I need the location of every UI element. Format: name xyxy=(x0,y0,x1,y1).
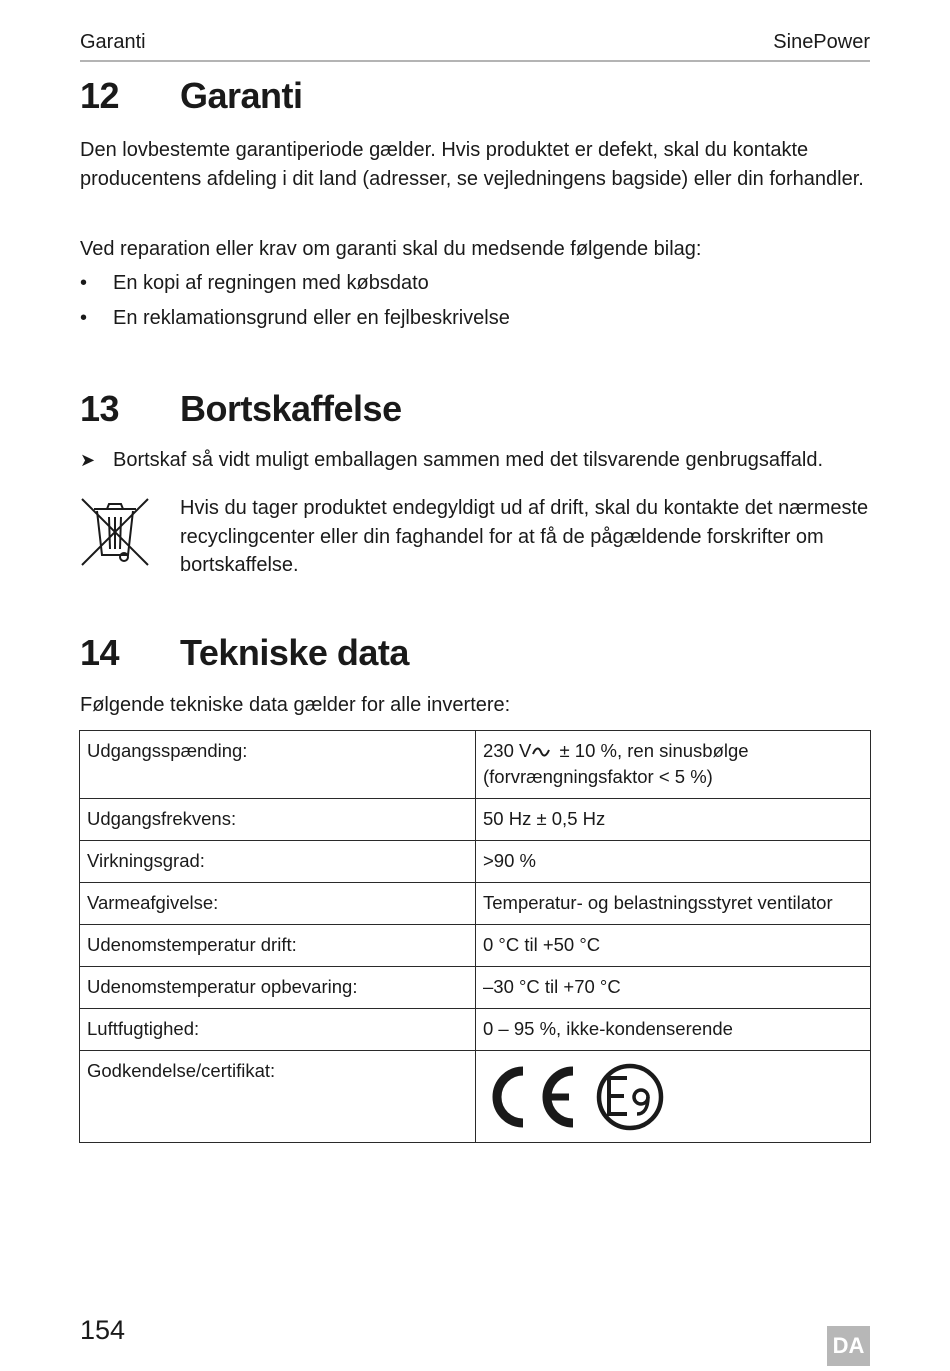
technical-data-table xyxy=(79,730,871,1143)
spec-label: Varmeafgivelse: xyxy=(80,883,476,925)
spec-label: Udenomstemperatur opbevaring: xyxy=(80,967,476,1009)
section-title: Bortskaffelse xyxy=(180,388,402,429)
spec-label: Virkningsgrad: xyxy=(80,841,476,883)
e9-approval-mark-icon xyxy=(595,1062,667,1132)
header-rule xyxy=(80,60,870,62)
page-number: 154 xyxy=(80,1315,126,1345)
crossed-out-wheelie-bin-icon xyxy=(80,497,150,569)
spec-value: 50 Hz ± 0,5 Hz xyxy=(476,799,871,841)
spec-label: Udgangsfrekvens: xyxy=(80,799,476,841)
section-number: 13 xyxy=(80,388,120,429)
section-heading-tekniske-data xyxy=(80,632,409,674)
bullet-icon: • xyxy=(80,272,88,294)
spec-value: 230 V ± 10 %, ren sinusbølge (forvrængningsfaktor < 5 %) xyxy=(476,731,871,799)
spec-value xyxy=(476,1051,871,1143)
table-row xyxy=(80,925,871,967)
table-row xyxy=(80,841,871,883)
running-header-product: SinePower xyxy=(773,31,870,53)
disposal-instruction: ➤ Bortskaf så vidt muligt emballagen sammen med det tilsvarende genbrugsaffald. xyxy=(80,449,824,471)
technical-data-intro: Følgende tekniske data gælder for alle invertere: xyxy=(80,694,511,716)
section-number: 14 xyxy=(80,632,120,673)
table-row xyxy=(80,1051,871,1143)
spec-value: >90 % xyxy=(476,841,871,883)
ac-wave-icon xyxy=(532,747,550,757)
spec-label: Udgangsspænding: xyxy=(80,731,476,799)
warranty-documents-intro: Ved reparation eller krav om garanti skal du medsende følgende bilag: xyxy=(80,238,702,260)
section-title: Tekniske data xyxy=(180,632,409,673)
arrow-right-icon: ➤ xyxy=(80,450,96,470)
list-item: • En reklamationsgrund eller en fejlbeskrivelse xyxy=(80,307,510,329)
ce-mark-icon xyxy=(483,1064,581,1130)
spec-label: Godkendelse/certifikat: xyxy=(80,1051,476,1143)
table-row xyxy=(80,731,871,799)
section-heading-garanti xyxy=(80,75,303,117)
spec-label: Luftfugtighed: xyxy=(80,1009,476,1051)
spec-value: 0 – 95 %, ikke-kondenserende xyxy=(476,1009,871,1051)
spec-value: 0 °C til +50 °C xyxy=(476,925,871,967)
spec-label: Udenomstemperatur drift: xyxy=(80,925,476,967)
section-number: 12 xyxy=(80,75,120,116)
table-row xyxy=(80,1009,871,1051)
table-row xyxy=(80,799,871,841)
language-tab: DA xyxy=(827,1326,870,1366)
spec-value: Temperatur- og belastningsstyret ventilator xyxy=(476,883,871,925)
table-row xyxy=(80,967,871,1009)
spec-value: –30 °C til +70 °C xyxy=(476,967,871,1009)
section-title: Garanti xyxy=(180,75,303,116)
list-item: • En kopi af regningen med købsdato xyxy=(80,272,429,294)
disposal-note: Hvis du tager produktet endegyldigt ud af drift, skal du kontakte det nærmeste recyclingcenter eller din faghandel for at få de pågældende forskrifter om bortskaffelse. xyxy=(180,497,869,576)
section-heading-bortskaffelse xyxy=(80,388,402,430)
running-header-chapter: Garanti xyxy=(80,31,146,53)
table-row xyxy=(80,883,871,925)
warranty-paragraph: Den lovbestemte garantiperiode gælder. Hvis produktet er defekt, skal du kontakte producentens afdeling i dit land (adresser, se vejledningens bagside) eller din forhandler. xyxy=(80,139,864,190)
bullet-icon: • xyxy=(80,307,88,329)
